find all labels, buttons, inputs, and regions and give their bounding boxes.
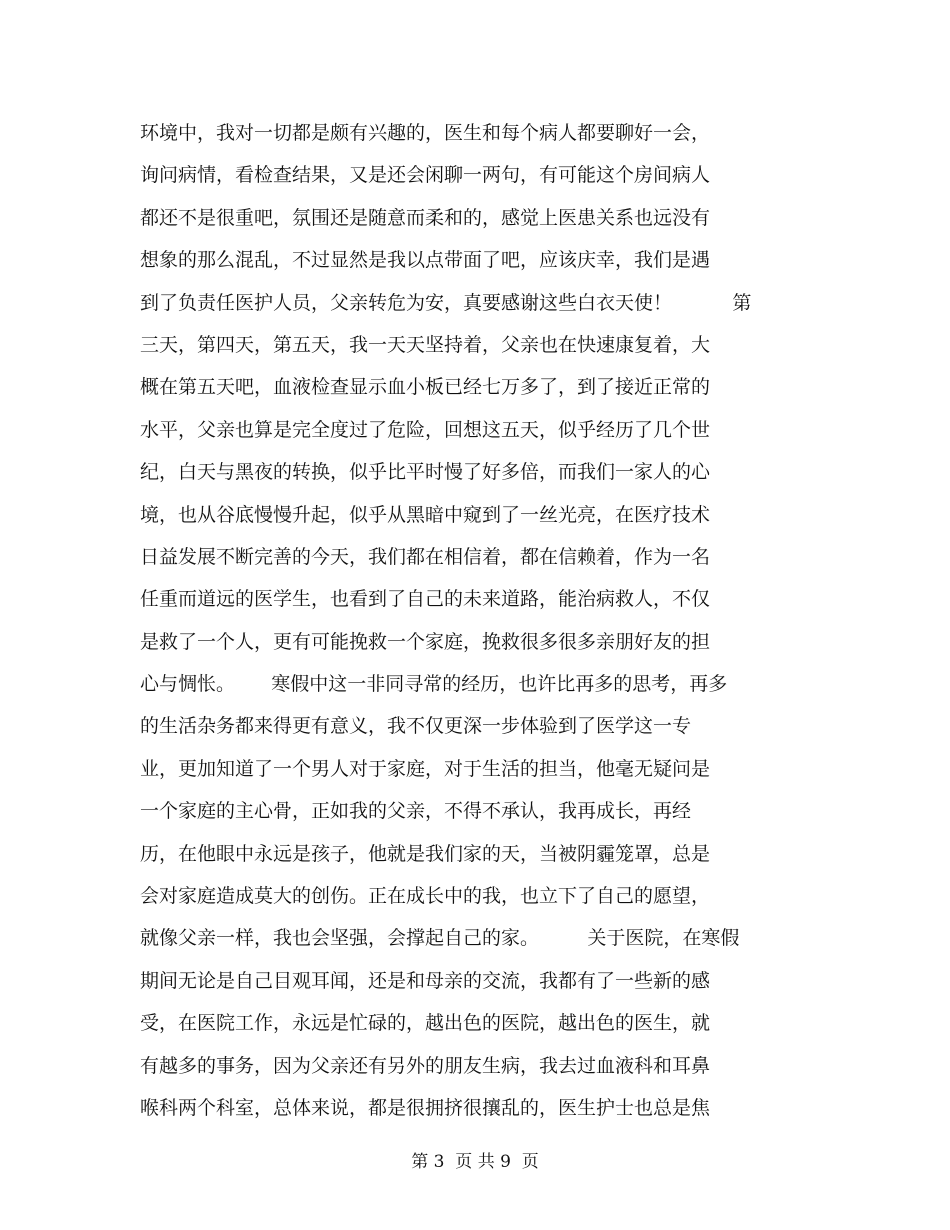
text-line: 都还不是很重吧，氛围还是随意而柔和的，感觉上医患关系也远没有 <box>140 206 711 229</box>
text-line: 受，在医院工作，永远是忙碌的，越出色的医院，越出色的医生，就 <box>140 1012 711 1035</box>
text-line: 询问病情，看检查结果，又是还会闲聊一两句，有可能这个房间病人 <box>140 164 711 187</box>
text-line: 心与惆怅。 寒假中这一非同寻常的经历，也许比再多的思考，再多 <box>140 673 728 696</box>
page-number-footer: 第 3 页 共 9 页 <box>411 1152 539 1172</box>
body-text <box>140 112 820 1129</box>
text-line: 有越多的事务，因为父亲还有另外的朋友生病，我去过血液科和耳鼻 <box>140 1054 711 1077</box>
text-line: 就像父亲一样，我也会坚强，会撑起自己的家。 关于医院，在寒假 <box>140 927 740 950</box>
text-line: 期间无论是自己目观耳闻，还是和母亲的交流，我都有了一些新的感 <box>140 969 711 992</box>
text-line: 的生活杂务都来得更有意义，我不仅更深一步体验到了医学这一专 <box>140 715 692 738</box>
text-line: 历，在他眼中永远是孩子，他就是我们家的天，当被阴霾笼罩，总是 <box>140 842 711 865</box>
text-line: 纪，白天与黑夜的转换，似乎比平时慢了好多倍，而我们一家人的心 <box>140 461 711 484</box>
text-line: 业，更加知道了一个男人对于家庭，对于生活的担当，他毫无疑问是 <box>140 757 711 780</box>
text-line: 是救了一个人，更有可能挽救一个家庭，挽救很多很多亲朋好友的担 <box>140 630 711 653</box>
text-line: 任重而道远的医学生，也看到了自己的未来道路，能治病救人，不仅 <box>140 588 711 611</box>
text-line: 日益发展不断完善的今天，我们都在相信着，都在信赖着，作为一名 <box>140 545 711 568</box>
text-line: 三天，第四天，第五天，我一天天坚持着，父亲也在快速康复着，大 <box>140 333 711 356</box>
text-line: 一个家庭的主心骨，正如我的父亲，不得不承认，我再成长，再经 <box>140 800 692 823</box>
text-line: 环境中，我对一切都是颇有兴趣的，医生和每个病人都要聊好一会， <box>140 122 711 144</box>
text-line: 喉科两个科室，总体来说，都是很拥挤很攘乱的，医生护士也总是焦 <box>140 1096 711 1119</box>
text-line: 水平，父亲也算是完全度过了危险，回想这五天，似乎经历了几个世 <box>140 418 711 441</box>
text-line: 想象的那么混乱，不过显然是我以点带面了吧，应该庆幸，我们是遇 <box>140 249 711 272</box>
text-line: 境，也从谷底慢慢升起，似乎从黑暗中窥到了一丝光亮，在医疗技术 <box>140 503 711 526</box>
text-line: 概在第五天吧，血液检查显示血小板已经七万多了，到了接近正常的 <box>140 376 711 399</box>
text-line: 到了负责任医护人员，父亲转危为安，真要感谢这些白衣天使！ 第 <box>140 291 752 314</box>
text-line: 会对家庭造成莫大的创伤。正在成长中的我，也立下了自己的愿望， <box>140 885 711 908</box>
